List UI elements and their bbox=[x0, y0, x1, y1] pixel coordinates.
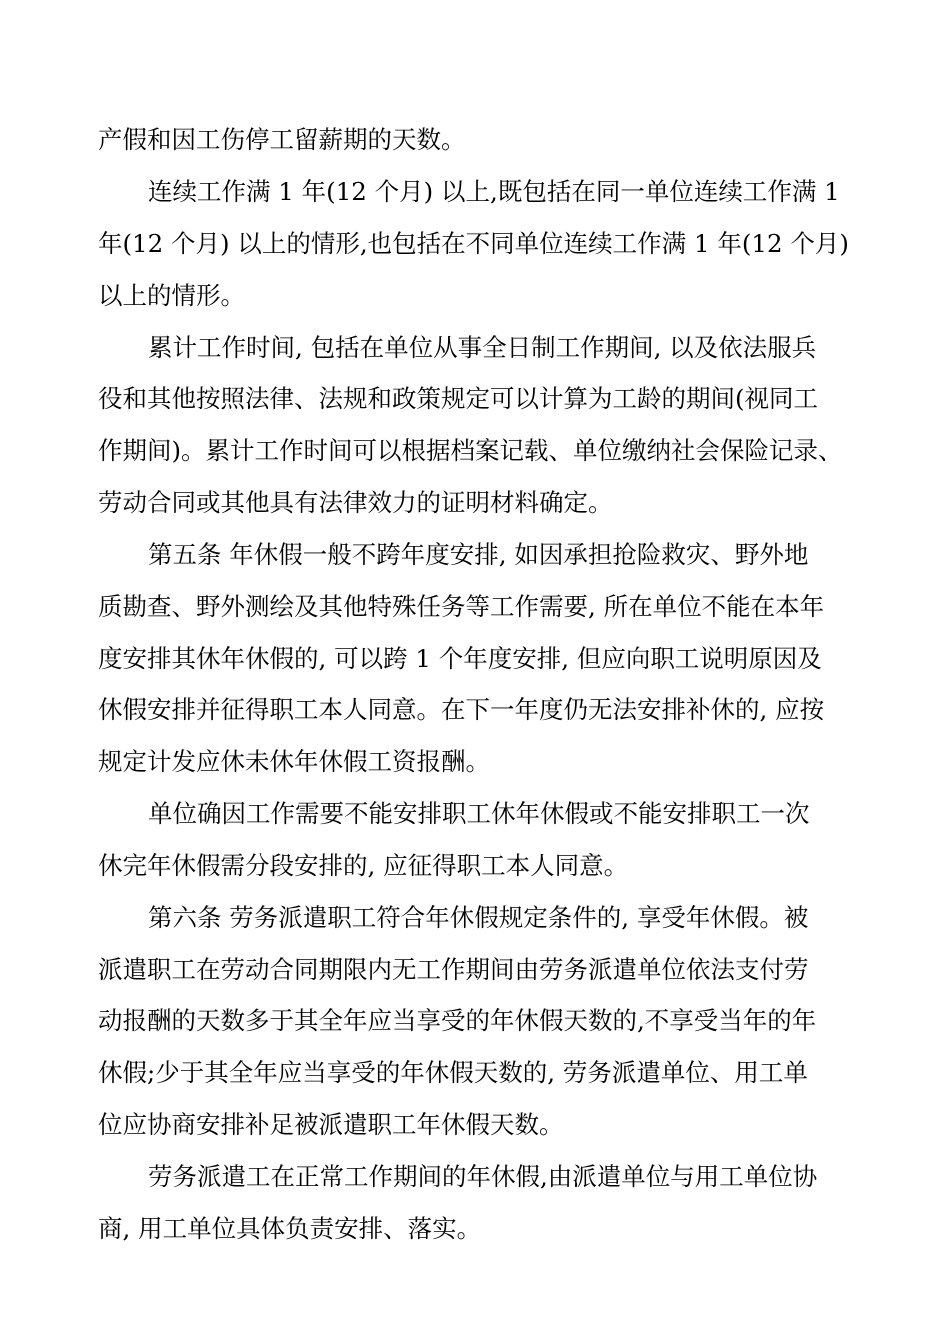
text-line bbox=[0, 1001, 950, 1041]
text-line-content: 累计工作时间, 包括在单位从事全日制工作期间, 以及依法服兵 bbox=[148, 333, 817, 362]
text-line bbox=[0, 224, 950, 264]
text-line bbox=[0, 120, 950, 160]
text-line bbox=[0, 483, 950, 523]
text-line bbox=[0, 639, 950, 679]
text-line bbox=[0, 379, 950, 419]
text-line-content: 产假和因工伤停工留薪期的天数。 bbox=[98, 125, 466, 154]
text-line-content: 第五条 年休假一般不跨年度安排, 如因承担抢险救灾、野外地 bbox=[148, 540, 809, 569]
text-line bbox=[0, 328, 950, 368]
text-line-content: 休假;少于其全年应当享受的年休假天数的, 劳务派遣单位、用工单 bbox=[98, 1058, 808, 1087]
text-line bbox=[0, 431, 950, 471]
text-line-content: 单位确因工作需要不能安排职工休年休假或不能安排职工一次 bbox=[148, 799, 810, 828]
text-line-content: 休假安排并征得职工本人同意。在下一年度仍无法安排补休的, 应按 bbox=[98, 695, 825, 724]
text-line bbox=[0, 794, 950, 834]
text-line bbox=[0, 276, 950, 316]
text-line bbox=[0, 1209, 950, 1249]
text-line bbox=[0, 172, 950, 212]
text-line-content: 度安排其休年休假的, 可以跨 1 个年度安排, 但应向职工说明原因及 bbox=[98, 644, 822, 673]
text-line-content: 以上的情形。 bbox=[98, 281, 245, 310]
text-line-content: 劳务派遣工在正常工作期间的年休假,由派遣单位与用工单位协 bbox=[148, 1162, 818, 1191]
text-line bbox=[0, 1157, 950, 1197]
text-line-content: 动报酬的天数多于其全年应当享受的年休假天数的,不享受当年的年 bbox=[98, 1006, 817, 1035]
text-line bbox=[0, 535, 950, 575]
text-line-content: 质勘查、野外测绘及其他特殊任务等工作需要, 所在单位不能在本年 bbox=[98, 592, 825, 621]
text-line-content: 休完年休假需分段安排的, 应征得职工本人同意。 bbox=[98, 851, 629, 880]
text-line-content: 作期间)。累计工作时间可以根据档案记载、单位缴纳社会保险记录、 bbox=[98, 436, 843, 465]
text-line-content: 商, 用工单位具体负责安排、落实。 bbox=[98, 1214, 482, 1243]
text-line bbox=[0, 1053, 950, 1093]
text-line-content: 位应协商安排补足被派遣职工年休假天数。 bbox=[98, 1110, 564, 1139]
text-line-content: 规定计发应休未休年休假工资报酬。 bbox=[98, 747, 490, 776]
text-line bbox=[0, 846, 950, 886]
text-line-content: 连续工作满 1 年(12 个月) 以上,既包括在同一单位连续工作满 1 bbox=[148, 177, 840, 206]
text-line bbox=[0, 898, 950, 938]
text-line bbox=[0, 690, 950, 730]
text-line bbox=[0, 1105, 950, 1145]
text-line-content: 第六条 劳务派遣职工符合年休假规定条件的, 享受年休假。被 bbox=[148, 903, 809, 932]
text-line-content: 役和其他按照法律、法规和政策规定可以计算为工龄的期间(视同工 bbox=[98, 384, 819, 413]
text-line bbox=[0, 950, 950, 990]
text-line bbox=[0, 587, 950, 627]
text-line-content: 劳动合同或其他具有法律效力的证明材料确定。 bbox=[98, 488, 613, 517]
text-line-content: 年(12 个月) 以上的情形,也包括在不同单位连续工作满 1 年(12 个月) bbox=[98, 229, 849, 258]
text-line bbox=[0, 742, 950, 782]
text-line-content: 派遣职工在劳动合同期限内无工作期间由劳务派遣单位依法支付劳 bbox=[98, 955, 809, 984]
